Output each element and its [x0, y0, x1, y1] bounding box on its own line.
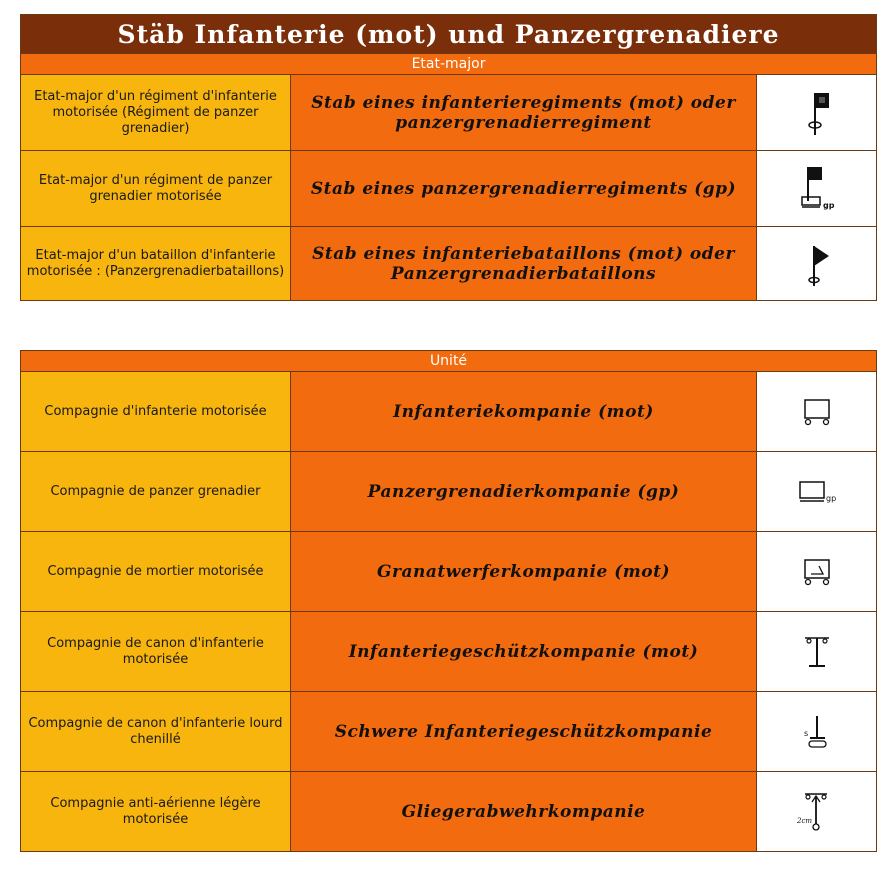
german-label: Infanteriekompanie (mot) [291, 372, 757, 452]
french-label: Compagnie d'infanterie motorisée [21, 372, 291, 452]
french-label: Compagnie de canon d'infanterie lourd chenillé [21, 692, 291, 772]
symbol-cell [757, 151, 877, 227]
symbol-cell [757, 692, 877, 772]
halftrack-regiment-staff-flag-icon [792, 161, 842, 217]
motorized-company-icon [797, 392, 837, 432]
light-anti-aircraft-icon [795, 788, 839, 836]
german-label: Granatwerferkompanie (mot) [291, 532, 757, 612]
table-row [21, 75, 877, 151]
table-row [21, 372, 877, 452]
french-label: Compagnie de canon d'infanterie motorisée [21, 612, 291, 692]
symbol-label: gp [822, 200, 834, 210]
section-heading-unite: Unité [21, 351, 877, 372]
german-label: Stab eines infanterieregiments (mot) oder panzergrenadierregiment [291, 75, 757, 151]
page-title: Stäb Infanterie (mot) und Panzergrenadiere [21, 15, 877, 54]
section-heading-etat-major: Etat-major [21, 54, 877, 75]
battalion-staff-pennant-icon [797, 236, 837, 292]
table-row [21, 612, 877, 692]
table-row [21, 532, 877, 612]
german-label: Infanteriegeschützkompanie (mot) [291, 612, 757, 692]
french-label: Compagnie de mortier motorisée [21, 532, 291, 612]
etat-major-table [20, 14, 877, 301]
mortar-company-icon [797, 552, 837, 592]
french-label: Compagnie de panzer grenadier [21, 452, 291, 532]
german-label: Panzergrenadierkompanie (gp) [291, 452, 757, 532]
table-row [21, 227, 877, 301]
german-label: Stab eines panzergrenadierregiments (gp) [291, 151, 757, 227]
regiment-staff-flag-icon [797, 85, 837, 141]
french-label: Etat-major d'un régiment d'infanterie motorisée (Régiment de panzer grenadier) [21, 75, 291, 151]
symbol-label: 2cm [796, 816, 812, 825]
symbol-cell [757, 612, 877, 692]
infantry-gun-icon [797, 630, 837, 674]
german-label: Gliegerabwehrkompanie [291, 772, 757, 852]
table-row [21, 151, 877, 227]
french-label: Compagnie anti-aérienne légère motorisée [21, 772, 291, 852]
symbol-cell [757, 372, 877, 452]
halftrack-company-icon [792, 472, 842, 512]
german-label: Stab eines infanteriebataillons (mot) oder Panzergrenadierbataillons [291, 227, 757, 301]
symbol-cell [757, 75, 877, 151]
symbol-label: gp [825, 493, 836, 503]
german-label: Schwere Infanteriegeschützkompanie [291, 692, 757, 772]
symbol-cell [757, 227, 877, 301]
table-row [21, 772, 877, 852]
symbol-cell [757, 532, 877, 612]
heavy-tracked-gun-icon [797, 710, 837, 754]
symbol-cell [757, 772, 877, 852]
unite-table [20, 350, 877, 852]
table-row [21, 452, 877, 532]
french-label: Etat-major d'un bataillon d'infanterie motorisée : (Panzergrenadierbataillons) [21, 227, 291, 301]
french-label: Etat-major d'un régiment de panzer grenadier motorisée [21, 151, 291, 227]
symbol-cell [757, 452, 877, 532]
symbol-label: s [803, 728, 808, 738]
table-row [21, 692, 877, 772]
